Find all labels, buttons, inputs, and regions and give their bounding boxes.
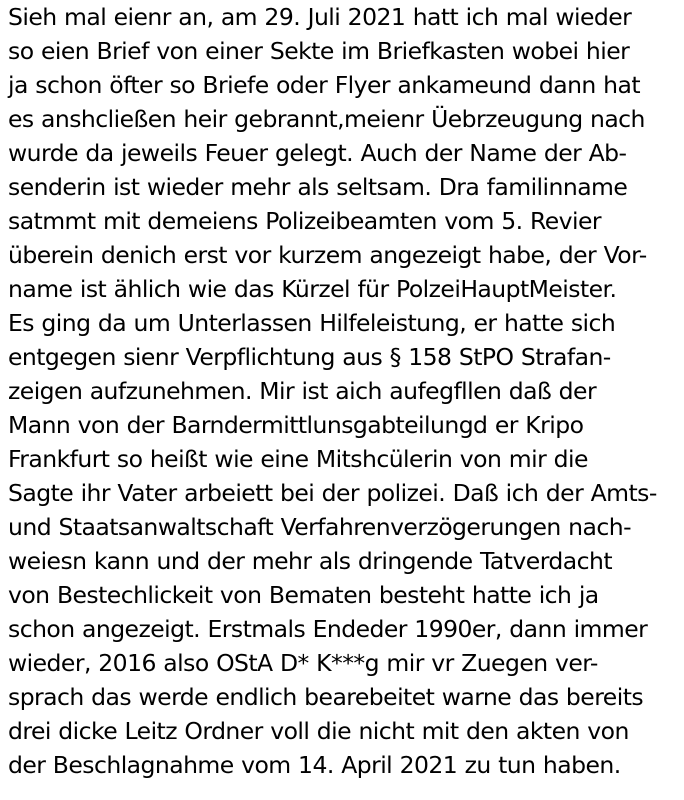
text-line: so eien Brief von einer Sekte im Briefkasten wobei hier <box>8 37 630 65</box>
text-line: Mann von der Barndermittlunsgabteilungd er Kripo <box>8 411 584 439</box>
text-line: Frankfurt so heißt wie eine Mitshcülerin von mir die <box>8 445 588 473</box>
body-text <box>8 0 680 782</box>
text-line: Es ging da um Unterlassen Hilfeleistung, er hatte sich <box>8 309 616 337</box>
text-line: der Beschlagnahme vom 14. April 2021 zu tun haben. <box>8 751 621 779</box>
text-line: satmmt mit demeiens Polizeibeamten vom 5. Revier <box>8 207 601 235</box>
text-line: Sagte ihr Vater arbeiett bei der polizei. Daß ich der Amts- <box>8 479 657 507</box>
text-line: weiesn kann und der mehr als dringende Tatverdacht <box>8 547 612 575</box>
text-line: Sieh mal eienr an, am 29. Juli 2021 hatt ich mal wieder <box>8 3 632 31</box>
text-line: drei dicke Leitz Ordner voll die nicht mit den akten von <box>8 717 629 745</box>
text-line: es anshcließen heir gebrannt,meienr Üebrzeugung nach <box>8 105 645 133</box>
text-line: ja schon öfter so Briefe oder Flyer ankameund dann hat <box>8 71 641 99</box>
text-line: und Staatsanwaltschaft Verfahrenverzögerungen nach- <box>8 513 632 541</box>
text-line: überein denich erst vor kurzem angezeigt habe, der Vor- <box>8 241 647 269</box>
text-line: von Bestechlickeit von Bematen besteht hatte ich ja <box>8 581 599 609</box>
text-line: wieder, 2016 also OStA D* K***g mir vr Zuegen ver- <box>8 649 598 677</box>
text-line: schon angezeigt. Erstmals Endeder 1990er, dann immer <box>8 615 648 643</box>
text-line: senderin ist wieder mehr als seltsam. Dra familinname <box>8 173 628 201</box>
text-line: wurde da jeweils Feuer gelegt. Auch der Name der Ab- <box>8 139 627 167</box>
text-line: name ist ählich wie das Kürzel für PolzeiHauptMeister. <box>8 275 617 303</box>
text-line: zeigen aufzunehmen. Mir ist aich aufegfllen daß der <box>8 377 597 405</box>
text-line: entgegen sienr Verpflichtung aus § 158 StPO Strafan- <box>8 343 611 371</box>
text-line: sprach das werde endlich bearebeitet warne das bereits <box>8 683 644 711</box>
